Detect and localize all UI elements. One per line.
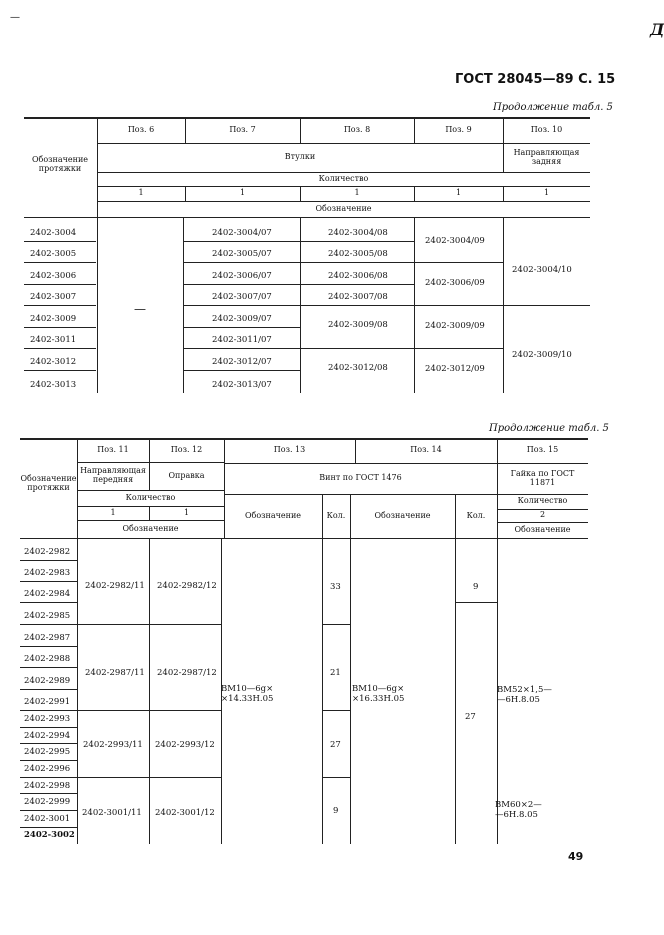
t1-qty-7: 1	[239, 188, 246, 198]
t2-pos12-value: 2402-2993/12	[155, 740, 215, 750]
t1-qty-10: 1	[543, 188, 550, 198]
t2-pos12-header: Поз. 12	[170, 444, 203, 454]
t2-pos13-qty: 33	[330, 582, 341, 592]
t1-pos9-value: 2402-3012/09	[425, 364, 485, 374]
t1-pos7-value: 2402-3013/07	[212, 380, 272, 390]
t2-designation-label-15: Обозначение	[514, 524, 571, 534]
t2-mandrel: Оправка	[168, 470, 205, 480]
t2-pos14-qty: 9	[473, 582, 479, 592]
t2-pos14-qty: 27	[465, 712, 476, 722]
t1-qty-9: 1	[455, 188, 462, 198]
t1-pos7-value: 2402-3012/07	[212, 357, 272, 367]
t1-pos9-value: 2402-3006/09	[425, 278, 485, 288]
t2-nut-group: Гайка по ГОСТ 11871	[510, 468, 575, 487]
t2-row-label: 2402-2984	[24, 589, 71, 599]
t1-pos8-value: 2402-3007/08	[328, 292, 388, 302]
t1-pos10-value: 2402-3009/10	[512, 350, 572, 360]
t1-row-label: 2402-3011	[30, 335, 77, 345]
t1-pos7-value: 2402-3004/07	[212, 228, 272, 238]
t1-pos7-value: 2402-3009/07	[212, 314, 272, 324]
t2-pos13-qty: 9	[333, 806, 339, 816]
t2-pos11-value: 2402-2982/11	[85, 581, 145, 591]
t2-row-label: 2402-2996	[24, 764, 71, 774]
t2-pos12-value: 2402-2987/12	[157, 668, 217, 678]
t2-pos13-qty: 21	[330, 668, 341, 678]
t2-pos11-header: Поз. 11	[97, 444, 129, 454]
table1-continuation: Продолжение табл. 5	[493, 102, 613, 113]
t2-pos14-designation-line2: ×16.33Н.05	[352, 694, 405, 704]
t1-pos10-value: 2402-3004/10	[512, 265, 572, 275]
t2-quantity-label-15: Количество	[517, 496, 568, 506]
t1-row-label: 2402-3009	[30, 314, 77, 324]
t2-qty-11: 1	[110, 507, 116, 517]
t2-pos11-value: 2402-2993/11	[83, 740, 143, 750]
t2-pos14-designation-line1: ВМ10—6g×	[352, 684, 405, 694]
t2-row-label: 2402-3002	[24, 830, 75, 840]
t2-pos11-value: 2402-2987/11	[85, 668, 145, 678]
t1-row-label: 2402-3005	[30, 249, 77, 259]
t1-pos7-value: 2402-3007/07	[212, 292, 272, 302]
t2-pos15-value-line1: ВМ60×2—	[495, 800, 542, 810]
t2-row-label: 2402-2987	[24, 633, 71, 643]
t2-row-label: 2402-2995	[24, 747, 71, 757]
t2-row-label: 2402-2982	[24, 547, 71, 557]
table2-continuation: Продолжение табл. 5	[489, 423, 609, 434]
t1-row-label: 2402-3006	[30, 271, 77, 281]
t1-quantity-label: Количество	[318, 173, 369, 183]
t2-pos15-header: Поз. 15	[526, 445, 559, 455]
t1-pos7-value: 2402-3011/07	[212, 335, 272, 345]
t1-pos6-dash: —	[134, 302, 146, 316]
t1-qty-6: 1	[138, 188, 144, 198]
t1-row-label: 2402-3004	[30, 228, 77, 238]
t2-guide-front: Направляющая передняя	[80, 466, 146, 484]
corner-dash: —	[10, 12, 20, 23]
t2-pos13-designation-line1: ВМ10—6g×	[221, 684, 274, 694]
t2-row-label: 2402-2993	[24, 714, 71, 724]
t1-guide-group: Направляющая задняя	[513, 147, 580, 166]
t2-pos14-header: Поз. 14	[410, 445, 442, 455]
t1-pos8-value: 2402-3005/08	[328, 249, 388, 259]
t1-pos7-header: Поз. 7	[229, 124, 256, 134]
t1-pos8-value: 2402-3006/08	[328, 271, 388, 281]
t2-pos13-designation-line2: ×14.33Н.05	[221, 694, 274, 704]
t1-pos7-value: 2402-3006/07	[212, 271, 272, 281]
t1-pos6-header: Поз. 6	[127, 124, 155, 134]
t1-pos10-header: Поз. 10	[530, 124, 563, 134]
t2-pos14-designation-col: Обозначение	[374, 510, 431, 520]
t1-qty-8: 1	[354, 188, 360, 198]
t1-bushing-group: Втулки	[284, 152, 316, 162]
t2-row-label: 2402-2985	[24, 611, 71, 621]
t1-col-designation-header: Обозначение протяжки	[31, 154, 89, 173]
t2-row-label: 2402-3001	[24, 814, 71, 824]
t1-pos8-header: Поз. 8	[343, 124, 371, 134]
t1-pos8-value: 2402-3004/08	[328, 228, 388, 238]
t1-designation-label: Обозначение	[315, 203, 372, 213]
t2-qty-12: 1	[183, 507, 190, 517]
t2-pos12-value: 2402-2982/12	[157, 581, 217, 591]
t2-pos12-value: 2402-3001/12	[155, 808, 215, 818]
t1-pos8-value: 2402-3012/08	[328, 363, 388, 373]
t1-pos9-header: Поз. 9	[445, 124, 472, 134]
corner-mark: Д	[650, 20, 664, 39]
t2-qty-15: 2	[539, 510, 546, 520]
t1-pos9-value: 2402-3004/09	[425, 236, 485, 246]
t2-pos11-value: 2402-3001/11	[82, 808, 142, 818]
t2-pos13-qty: 27	[330, 740, 341, 750]
t2-row-label: 2402-2998	[24, 781, 71, 791]
t2-designation-label: Обозначение	[122, 523, 179, 533]
t2-pos13-qty-col: Кол.	[326, 510, 346, 520]
t2-pos13-header: Поз. 13	[273, 445, 306, 455]
t2-pos15-value-line1: ВМ52×1,5—	[497, 685, 552, 695]
t2-col-designation-header: Обозначение протяжки	[20, 474, 77, 492]
page-number: 49	[568, 850, 584, 863]
t2-screw-group: Винт по ГОСТ 1476	[319, 473, 402, 483]
t2-pos15-value-line2: —6Н.8.05	[495, 810, 538, 820]
t2-row-label: 2402-2988	[24, 654, 71, 664]
t2-row-label: 2402-2991	[24, 697, 71, 707]
t1-pos7-value: 2402-3005/07	[212, 249, 272, 259]
t1-pos8-value: 2402-3009/08	[328, 320, 388, 330]
t1-row-label: 2402-3012	[30, 357, 77, 367]
t2-row-label: 2402-2989	[24, 676, 71, 686]
t2-row-label: 2402-2999	[24, 797, 71, 807]
t2-pos13-designation-col: Обозначение	[244, 510, 302, 520]
t2-quantity-label: Количество	[125, 492, 176, 502]
page-title: ГОСТ 28045—89 С. 15	[455, 72, 616, 87]
t2-pos14-qty-col: Кол.	[466, 510, 486, 520]
t1-row-label: 2402-3007	[30, 292, 77, 302]
t2-row-label: 2402-2994	[24, 731, 71, 741]
t1-row-label: 2402-3013	[30, 380, 77, 390]
t2-row-label: 2402-2983	[24, 568, 71, 578]
t1-pos9-value: 2402-3009/09	[425, 321, 485, 331]
t2-pos15-value-line2: —6Н.8.05	[497, 695, 540, 705]
